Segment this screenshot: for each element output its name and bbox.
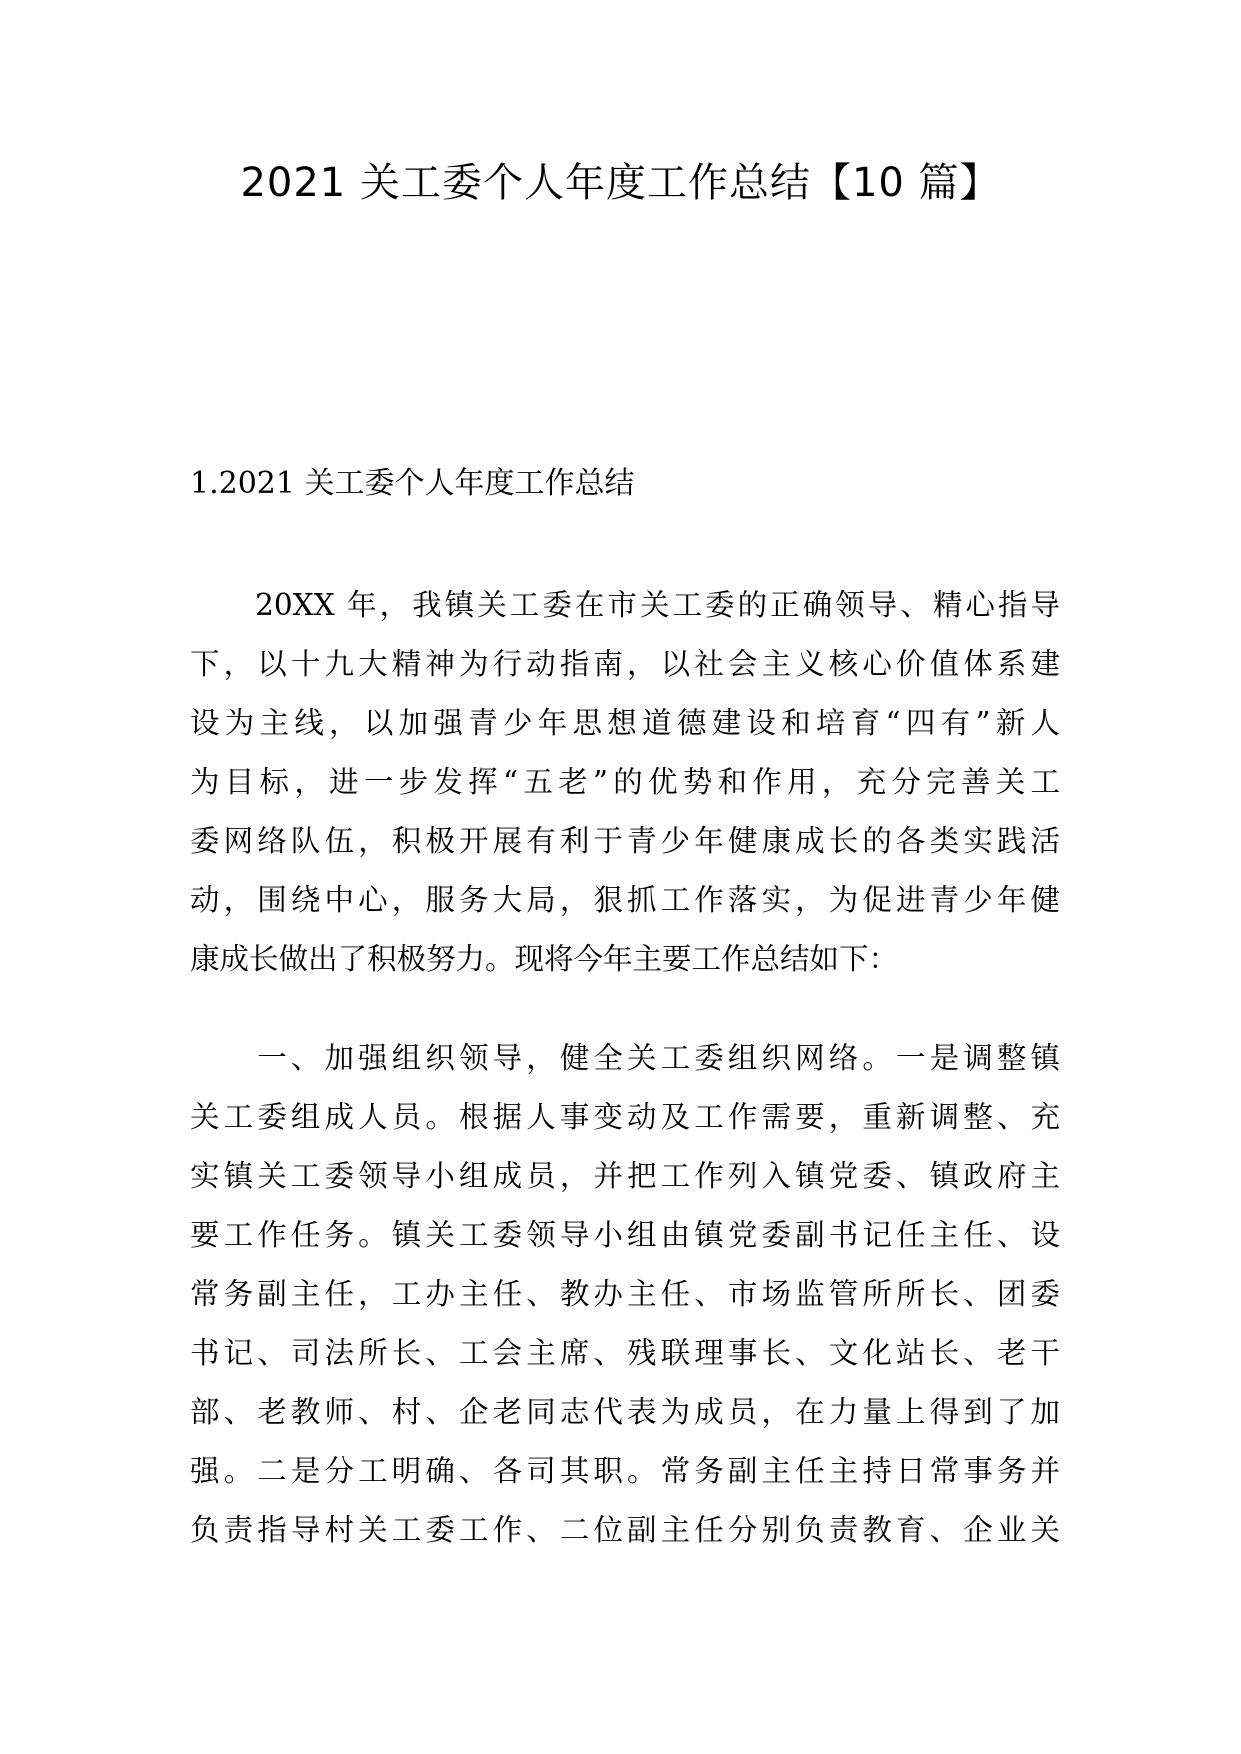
paragraph-line: 强。二是分工明确、各司其职。常务副主任主持日常事务并 (190, 1454, 1060, 1488)
paragraph-line: 一、加强组织领导，健全关工委组织网络。一是调整镇 (190, 1041, 1060, 1075)
paragraph-line: 实镇关工委领导小组成员，并把工作列入镇党委、镇政府主 (190, 1159, 1060, 1193)
paragraph-line: 常务副主任，工办主任、教办主任、市场监管所所长、团委 (190, 1277, 1060, 1311)
paragraph-line: 设为主线，以加强青少年思想道德建设和培育“四有”新人 (190, 706, 1060, 740)
section-heading: 1.2021 关工委个人年度工作总结 (190, 466, 635, 501)
paragraph-line: 要工作任务。镇关工委领导小组由镇党委副书记任主任、设 (190, 1218, 1060, 1252)
paragraph-line: 动，围绕中心，服务大局，狠抓工作落实，为促进青少年健 (190, 883, 1060, 917)
paragraph-line: 康成长做出了积极努力。现将今年主要工作总结如下： (190, 942, 899, 976)
paragraph-organization (190, 1029, 1060, 1560)
paragraph-line: 部、老教师、村、企老同志代表为成员，在力量上得到了加 (190, 1395, 1060, 1429)
paragraph-intro (190, 576, 1060, 989)
paragraph-line: 下，以十九大精神为行动指南，以社会主义核心价值体系建 (190, 647, 1060, 681)
document-title: 2021 关工委个人年度工作总结【10 篇】 (240, 160, 1001, 206)
paragraph-line: 为目标，进一步发挥“五老”的优势和作用，充分完善关工 (190, 765, 1060, 799)
paragraph-line: 书记、司法所长、工会主席、残联理事长、文化站长、老干 (190, 1336, 1060, 1370)
paragraph-line: 负责指导村关工委工作、二位副主任分别负责教育、企业关 (190, 1513, 1060, 1547)
paragraph-line: 20XX 年，我镇关工委在市关工委的正确领导、精心指导 (190, 588, 1060, 622)
paragraph-line: 委网络队伍，积极开展有利于青少年健康成长的各类实践活 (190, 824, 1060, 858)
paragraph-line: 关工委组成人员。根据人事变动及工作需要，重新调整、充 (190, 1100, 1060, 1134)
